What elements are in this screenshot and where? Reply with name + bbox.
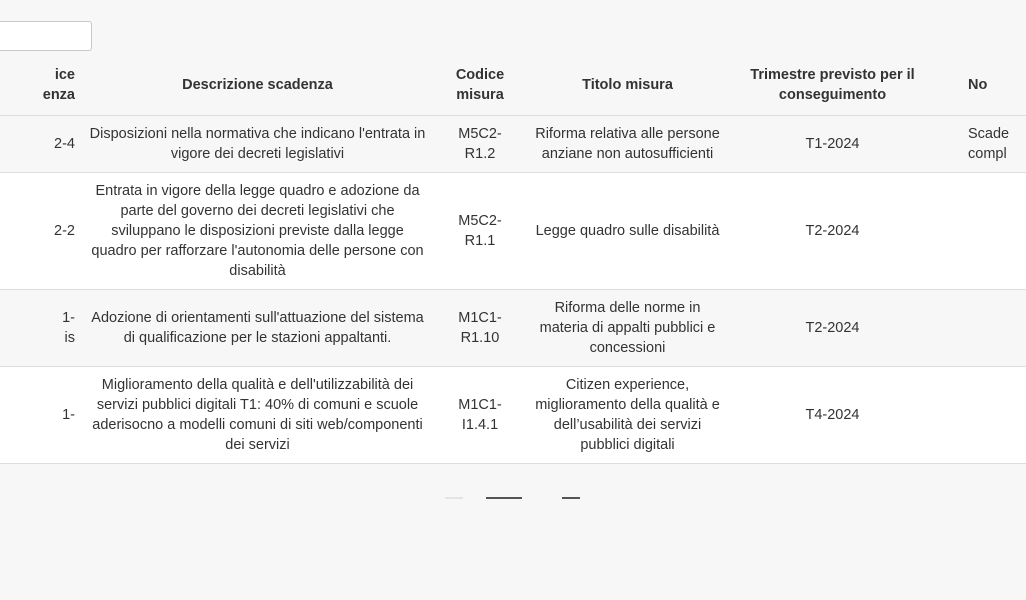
cell-quarter: T4-2024 xyxy=(735,367,930,464)
column-header-code[interactable]: ice enza xyxy=(0,55,75,116)
milestones-table xyxy=(0,55,1026,464)
pagination xyxy=(0,497,1026,501)
cell-measure-code: M5C2-R1.1 xyxy=(440,173,520,290)
cell-measure-title: Citizen experience, miglioramento della qualità e dell’usabilità dei servizi pubblici digitali xyxy=(520,367,735,464)
pagination-next-button[interactable] xyxy=(562,497,580,499)
table-row xyxy=(0,290,1026,367)
column-header-description[interactable]: Descrizione scadenza xyxy=(75,55,440,116)
cell-description: Entrata in vigore della legge quadro e adozione da parte del governo dei decreti legislativi che sviluppano le disposizioni previste dalla legge quadro per rafforzare l'autonomia delle persone con disabilità xyxy=(75,173,440,290)
cell-quarter: T2-2024 xyxy=(735,173,930,290)
cell-code: 2-4 xyxy=(0,116,75,173)
cell-quarter: T2-2024 xyxy=(735,290,930,367)
table-row xyxy=(0,367,1026,464)
column-header-notes[interactable]: No xyxy=(930,55,1026,116)
table-body xyxy=(0,116,1026,464)
table-header-row xyxy=(0,55,1026,116)
cell-description: Adozione di orientamenti sull'attuazione del sistema di qualificazione per le stazioni appaltanti. xyxy=(75,290,440,367)
cell-measure-code: M1C1-I1.4.1 xyxy=(440,367,520,464)
column-header-measure-code[interactable]: Codice misura xyxy=(440,55,520,116)
search-input[interactable] xyxy=(0,21,92,51)
cell-measure-title: Riforma delle norme in materia di appalti pubblici e concessioni xyxy=(520,290,735,367)
cell-description: Miglioramento della qualità e dell'utilizzabilità dei servizi pubblici digitali T1: 40% di comuni e scuole aderisocno a modelli comuni di siti web/componenti dei servizi xyxy=(75,367,440,464)
cell-code: 1- is xyxy=(0,290,75,367)
table-row xyxy=(0,173,1026,290)
column-header-measure-title[interactable]: Titolo misura xyxy=(520,55,735,116)
cell-measure-code: M1C1-R1.10 xyxy=(440,290,520,367)
cell-notes xyxy=(930,290,1026,367)
table-row xyxy=(0,116,1026,173)
cell-measure-title: Legge quadro sulle disabilità xyxy=(520,173,735,290)
column-header-quarter[interactable]: Trimestre previsto per il conseguimento xyxy=(735,55,930,116)
cell-description: Disposizioni nella normativa che indicano l'entrata in vigore dei decreti legislativi xyxy=(75,116,440,173)
cell-notes xyxy=(930,367,1026,464)
cell-measure-code: M5C2-R1.2 xyxy=(440,116,520,173)
pagination-previous-button[interactable] xyxy=(445,497,463,499)
cell-measure-title: Riforma relativa alle persone anziane non autosufficienti xyxy=(520,116,735,173)
table-header xyxy=(0,55,1026,116)
cell-code: 1- xyxy=(0,367,75,464)
table-container xyxy=(0,55,1026,464)
pagination-current-page[interactable] xyxy=(486,497,522,499)
cell-code: 2-2 xyxy=(0,173,75,290)
cell-notes xyxy=(930,173,1026,290)
cell-quarter: T1-2024 xyxy=(735,116,930,173)
cell-notes: Scade compl xyxy=(930,116,1026,173)
